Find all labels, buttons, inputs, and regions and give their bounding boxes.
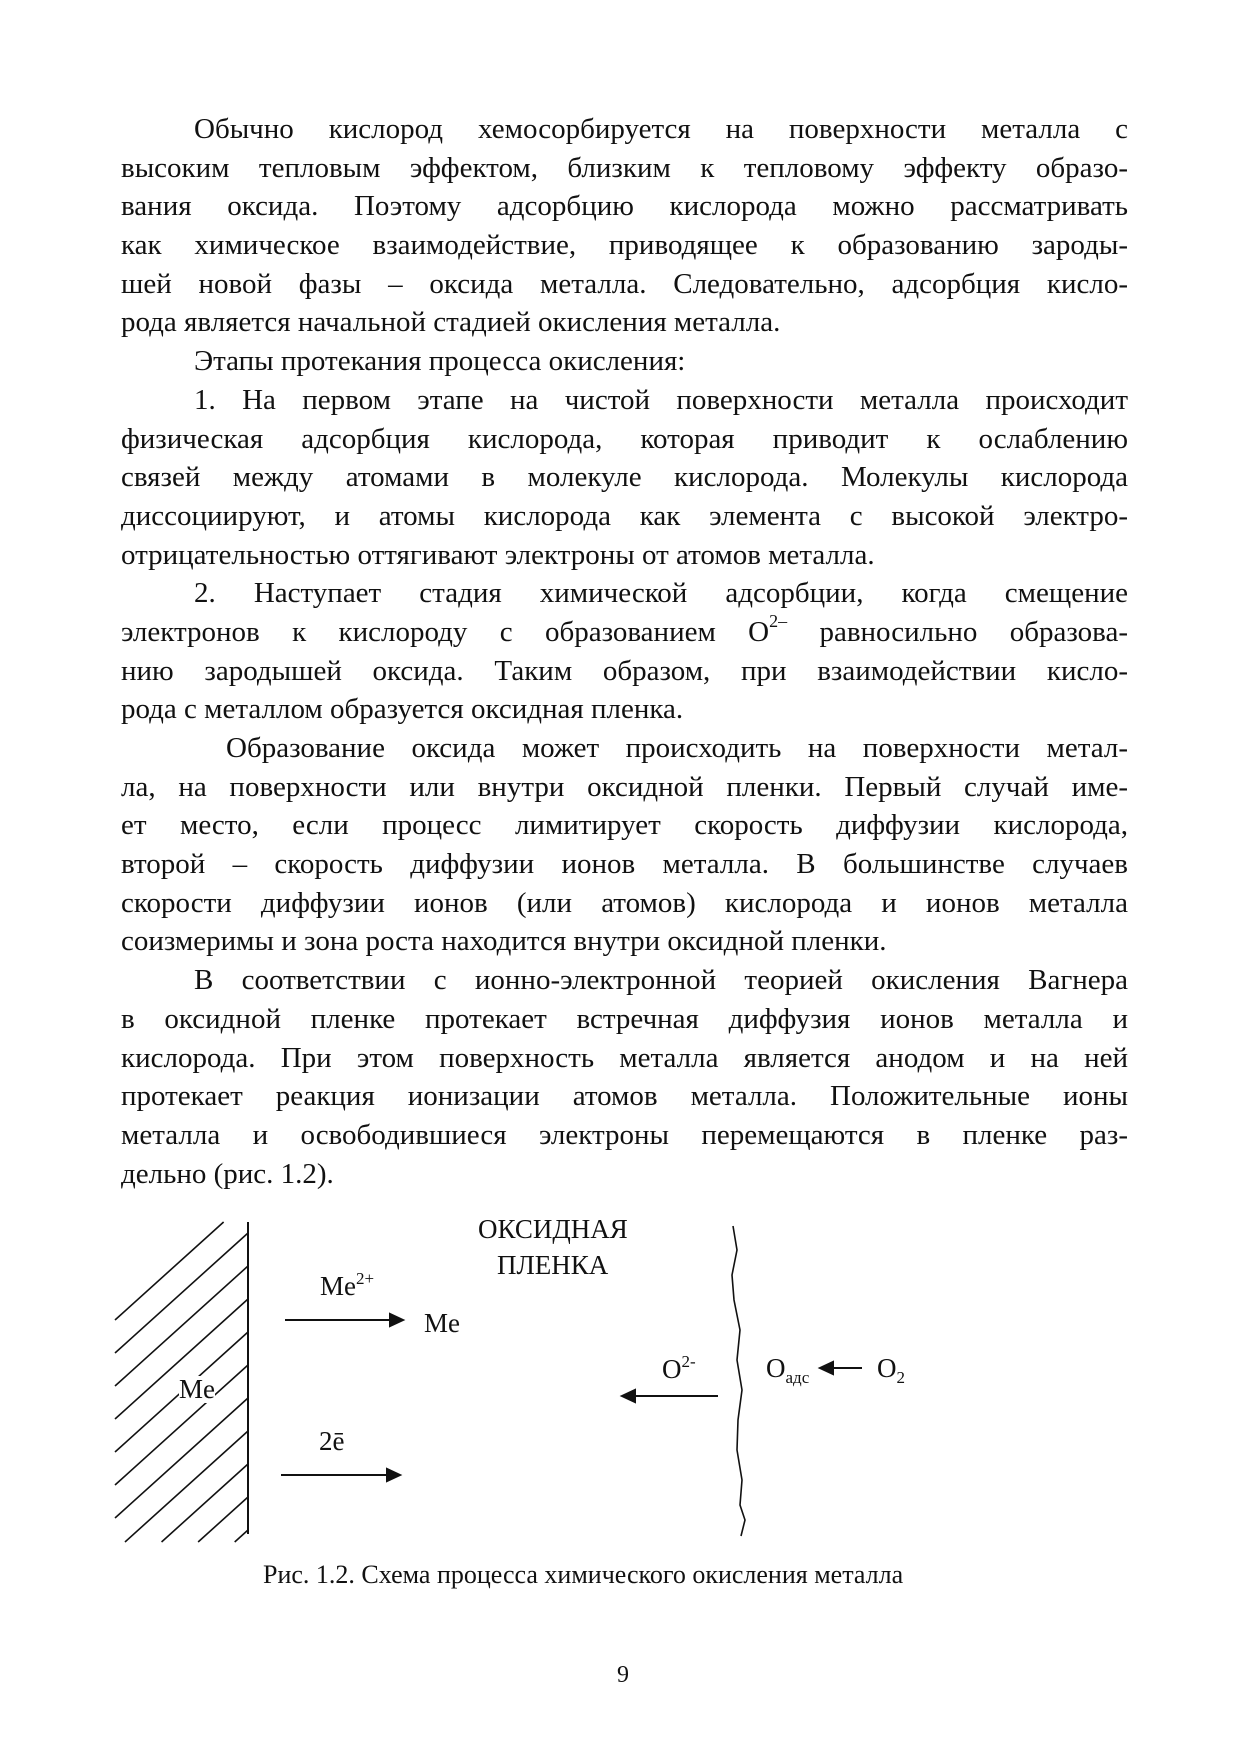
text-line: отрицательностью оттягивают электроны от атомов металла. <box>121 538 875 571</box>
electron-arrow <box>281 1469 400 1481</box>
text-line: протекает реакция ионизации атомов металла. Положительные ионы <box>121 1080 1128 1113</box>
electrons-label: 2ē <box>319 1426 345 1456</box>
figure-caption: Рис. 1.2. Схема процесса химического окисления металла <box>263 1560 904 1589</box>
text-fragment: равносильно образова- <box>787 615 1128 648</box>
text-fragment: электронов к кислороду с образованием O <box>121 615 770 648</box>
hatch-line <box>115 1233 248 1353</box>
me-ion-label: $Me^{2+}$ <box>320 1269 375 1301</box>
text-line: Этапы протекания процесса окисления: <box>194 345 686 378</box>
text-line: 2. Наступает стадия химической адсорбции, когда смещение <box>194 577 1128 610</box>
text-line: ла, на поверхности или внутри оксидной пленки. Первый случай име- <box>121 770 1128 803</box>
adsorbed-oxygen-label: $O_{адс}$ <box>766 1353 810 1387</box>
text-line: шей новой фазы – оксида металла. Следовательно, адсорбция кисло- <box>121 267 1128 300</box>
text-line: дельно (рис. 1.2). <box>121 1157 334 1190</box>
hatch-line <box>115 1266 248 1386</box>
metal-label: Me <box>179 1374 215 1404</box>
text-line: Обычно кислород хемосорбируется на поверхности металла с <box>194 113 1128 145</box>
text-line: 1. На первом этапе на чистой поверхности металла происходит <box>194 383 1128 416</box>
page-number: 9 <box>617 1662 629 1688</box>
text-line: Образование оксида может происходить на поверхности метал- <box>226 732 1128 764</box>
o2-label: $O_2$ <box>877 1353 905 1387</box>
text-line: вания оксида. Поэтому адсорбцию кислорода можно рассматривать <box>121 190 1128 223</box>
text-line: второй – скорость диффузии ионов металла. В большинстве случаев <box>121 848 1128 881</box>
hatch-line <box>162 1464 248 1542</box>
text-line: нию зародышей оксида. Таким образом, при взаимодействии кисло- <box>121 654 1128 687</box>
me-target-label: Me <box>424 1308 460 1338</box>
text-line: как химическое взаимодействие, приводящее к образованию зароды- <box>121 229 1128 262</box>
text-line: скорости диффузии ионов (или атомов) кислорода и ионов металла <box>121 886 1128 919</box>
text-line: металла и освободившиеся электроны перемещаются в пленке раз- <box>121 1118 1128 1151</box>
text-fragment: 2– <box>769 610 788 631</box>
film-label-line2: ПЛЕНКА <box>497 1250 609 1280</box>
text-line: В соответствии с ионно-электронной теорией окисления Вагнера <box>194 964 1128 997</box>
text-line: кислорода. При этом поверхность металла является анодом и на ней <box>121 1041 1128 1074</box>
oxide-gas-boundary-wavy-line <box>732 1226 745 1536</box>
text-line: соизмеримы и зона роста находится внутри оксидной пленки. <box>121 925 887 958</box>
text-line: в оксидной пленке протекает встречная диффузия ионов металла и <box>121 1002 1128 1035</box>
hatch-line <box>125 1431 248 1542</box>
text-line: физическая адсорбция кислорода, которая приводит к ослаблению <box>121 422 1128 455</box>
text-line: ет место, если процесс лимитирует скорость диффузии кислорода, <box>121 809 1128 842</box>
hatch-line <box>115 1222 224 1320</box>
me-ion-arrow <box>285 1314 403 1326</box>
oxygen-adsorption-arrow <box>820 1362 862 1374</box>
text-line: рода является начальной стадией окисления металла. <box>121 306 781 339</box>
hatch-line <box>115 1398 248 1518</box>
text-line: рода с металлом образуется оксидная пленка. <box>121 693 684 726</box>
text-line: диссоциируют, и атомы кислорода как элемента с высокой электро- <box>121 499 1128 532</box>
text-line: связей между атомами в молекуле кислорода. Молекулы кислорода <box>121 461 1128 494</box>
film-label-line1: ОКСИДНАЯ <box>478 1214 628 1244</box>
hatch-line <box>198 1497 248 1542</box>
oxygen-ion-arrow <box>622 1390 718 1402</box>
oxygen-ion-label: $O^{2-}$ <box>662 1352 696 1384</box>
hatch-line <box>235 1530 248 1542</box>
text-line: высоким тепловым эффектом, близким к тепловому эффекту образо- <box>121 151 1128 184</box>
